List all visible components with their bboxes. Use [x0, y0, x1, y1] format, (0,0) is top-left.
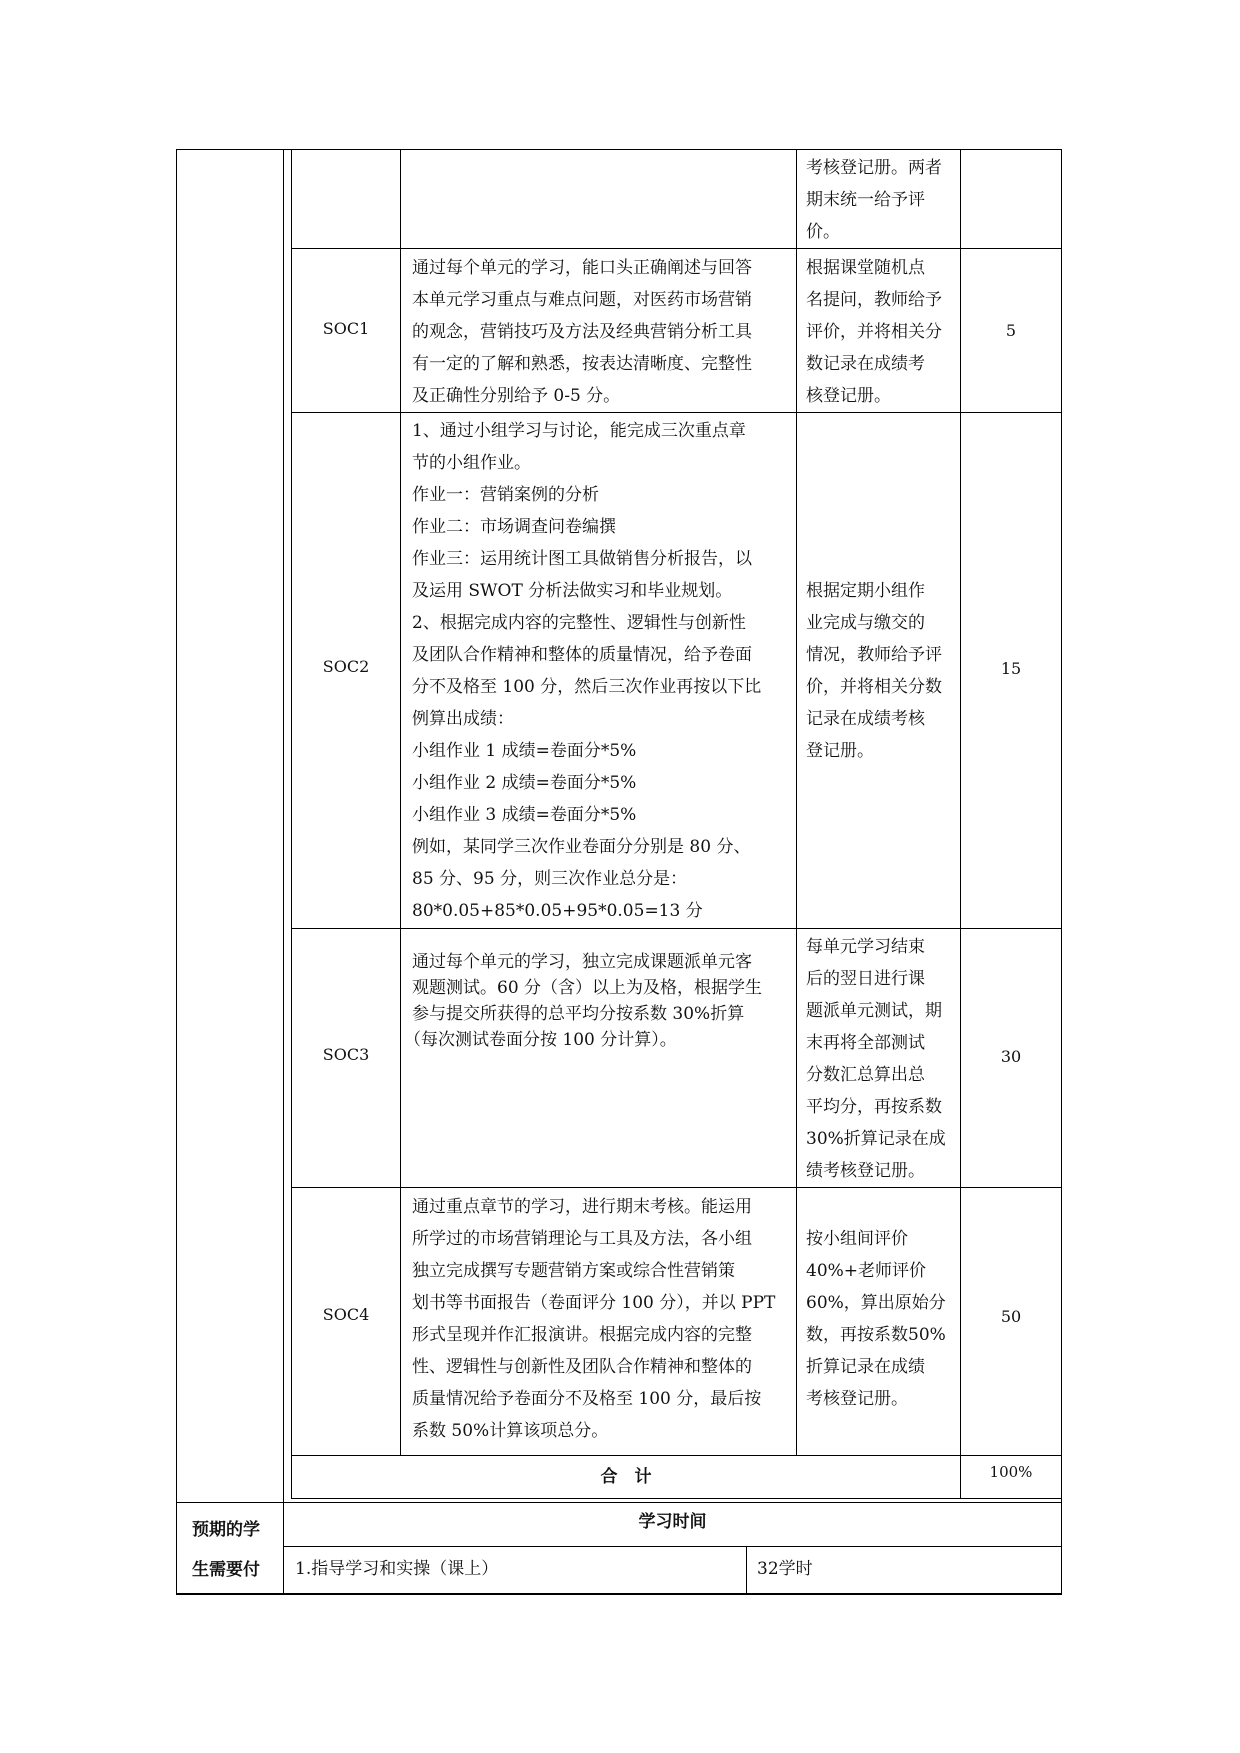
soc3-desc-line: 观题测试。60 分（含）以上为及格，根据学生: [412, 978, 763, 998]
soc1-method-line: 根据课堂随机点: [806, 258, 925, 278]
soc1-desc-line: 及正确性分别给予 0-5 分。: [412, 386, 621, 406]
soc2-desc-line: 小组作业 1 成绩=卷面分*5%: [412, 741, 637, 761]
row-line-4: [291, 1187, 1061, 1188]
soc3-method-line: 题派单元测试，期: [806, 1001, 942, 1021]
row-line-2: [291, 412, 1061, 413]
soc2-method-line: 记录在成绩考核: [806, 709, 925, 729]
outer-top-border: [176, 149, 1062, 150]
soc2-desc-line: 2、根据完成内容的完整性、逻辑性与创新性: [412, 613, 746, 633]
section-label-line2: 生需要付: [192, 1560, 260, 1580]
total-value: 100%: [989, 1463, 1033, 1481]
soc2-desc-line: 例算出成绩：: [412, 709, 514, 729]
soc4-desc-line: 划书等书面报告（卷面评分 100 分），并以 PPT: [412, 1293, 776, 1313]
total-label: 合 计: [600, 1467, 652, 1487]
soc2-method-line: 根据定期小组作: [806, 581, 925, 601]
outer-left-border: [176, 149, 177, 1594]
soc4-method-line: 折算记录在成绩: [806, 1357, 925, 1377]
section-top-line: [176, 1502, 1062, 1503]
soc2-desc-line: 85 分、95 分，则三次作业总分是：: [412, 869, 688, 889]
outer-right-border: [1061, 149, 1062, 1594]
soc3-method-line: 绩考核登记册。: [806, 1161, 925, 1181]
soc3-desc-line: 通过每个单元的学习，独立完成课题派单元客: [412, 952, 752, 972]
soc4-method-line: 数，再按系数50%: [806, 1325, 946, 1345]
soc4-score: 50: [1000, 1307, 1022, 1326]
soc2-desc-line: 作业二：市场调查问卷编撰: [412, 517, 616, 537]
soc2-desc-line: 节的小组作业。: [412, 453, 531, 473]
soc1-desc-line: 有一定的了解和熟悉，按表达清晰度、完整性: [412, 354, 752, 374]
soc4-desc-line: 系数 50%计算该项总分。: [412, 1421, 609, 1441]
row-line-5: [291, 1455, 1061, 1456]
soc4-desc-line: 质量情况给予卷面分不及格至 100 分，最后按: [412, 1389, 762, 1409]
soc4-method-line: 按小组间评价: [806, 1229, 908, 1249]
soc3-desc-line: （每次测试卷面分按 100 分计算）。: [404, 1030, 677, 1050]
study-item-label: 1.指导学习和实操（课上）: [295, 1559, 499, 1579]
soc1-desc-line: 本单元学习重点与难点问题，对医药市场营销: [412, 290, 752, 310]
soc3-method-line: 每单元学习结束: [806, 937, 925, 957]
soc2-desc-line: 80*0.05+85*0.05+95*0.05=13 分: [412, 901, 703, 921]
method-col-line: [960, 149, 961, 1499]
soc3-method-line: 30%折算记录在成: [806, 1129, 946, 1149]
soc2-desc-line: 作业三：运用统计图工具做销售分析报告，以: [412, 549, 752, 569]
soc1-desc-line: 的观念，营销技巧及方法及经典营销分析工具: [412, 322, 752, 342]
soc4-desc-line: 通过重点章节的学习，进行期末考核。能运用: [412, 1197, 752, 1217]
label-col-line: [283, 149, 284, 1594]
soc2-desc-line: 分不及格至 100 分，然后三次作业再按以下比: [412, 677, 762, 697]
soc3-code: SOC3: [322, 1045, 370, 1064]
desc-col-line: [796, 149, 797, 1455]
soc3-score: 30: [1000, 1047, 1022, 1066]
section-header-line: [283, 1546, 1062, 1547]
row-line-1: [291, 248, 1061, 249]
total-row-bottom: [291, 1498, 1061, 1499]
soc2-desc-line: 小组作业 3 成绩=卷面分*5%: [412, 805, 637, 825]
soc2-method-line: 情况，教师给予评: [806, 645, 942, 665]
soc1-code: SOC1: [322, 319, 370, 338]
soc1-method-line: 评价，并将相关分: [806, 322, 942, 342]
row0-method-line3: 价。: [806, 222, 840, 242]
soc1-method-line: 数记录在成绩考: [806, 354, 925, 374]
section-item-divider: [746, 1546, 747, 1593]
study-item-value: 32学时: [757, 1559, 813, 1579]
row0-method-line1: 考核登记册。两者: [806, 158, 942, 178]
soc2-desc-line: 作业一：营销案例的分析: [412, 485, 599, 505]
soc4-code: SOC4: [322, 1305, 370, 1324]
soc3-desc-line: 参与提交所获得的总平均分按系数 30%折算: [412, 1004, 745, 1024]
code-col-line: [400, 149, 401, 1455]
soc2-score: 15: [1000, 659, 1022, 678]
soc3-method-line: 末再将全部测试: [806, 1033, 925, 1053]
soc4-method-line: 40%+老师评价: [806, 1261, 927, 1281]
soc4-method-line: 考核登记册。: [806, 1389, 908, 1409]
soc4-desc-line: 形式呈现并作汇报演讲。根据完成内容的完整: [412, 1325, 752, 1345]
soc4-method-line: 60%，算出原始分: [806, 1293, 946, 1313]
soc1-method-line: 核登记册。: [806, 386, 891, 406]
soc1-score: 5: [1005, 321, 1017, 340]
soc2-method-line: 业完成与缴交的: [806, 613, 925, 633]
soc3-method-line: 分数汇总算出总: [806, 1065, 925, 1085]
soc2-desc-line: 小组作业 2 成绩=卷面分*5%: [412, 773, 637, 793]
soc3-method-line: 平均分，再按系数: [806, 1097, 942, 1117]
row-line-3: [291, 928, 1061, 929]
soc2-method-line: 价，并将相关分数: [806, 677, 942, 697]
outer-bottom-border: [176, 1593, 1062, 1595]
soc2-method-line: 登记册。: [806, 741, 874, 761]
soc2-desc-line: 及运用 SWOT 分析法做实习和毕业规划。: [412, 581, 733, 601]
soc3-method-line: 后的翌日进行课: [806, 969, 925, 989]
soc2-code: SOC2: [322, 657, 370, 676]
section-label-line1: 预期的学: [192, 1520, 260, 1540]
soc4-desc-line: 性、逻辑性与创新性及团队合作精神和整体的: [412, 1357, 752, 1377]
soc2-desc-line: 及团队合作精神和整体的质量情况，给予卷面: [412, 645, 752, 665]
soc2-desc-line: 例如，某同学三次作业卷面分分别是 80 分、: [412, 837, 751, 857]
soc1-desc-line: 通过每个单元的学习，能口头正确阐述与回答: [412, 258, 752, 278]
soc2-desc-line: 1、通过小组学习与讨论，能完成三次重点章: [412, 421, 746, 441]
nested-left-border: [291, 149, 292, 1499]
row0-method-line2: 期末统一给予评: [806, 190, 925, 210]
soc4-desc-line: 所学过的市场营销理论与工具及方法，各小组: [412, 1229, 752, 1249]
study-time-header: 学习时间: [638, 1512, 707, 1532]
soc1-method-line: 名提问，教师给予: [806, 290, 942, 310]
soc4-desc-line: 独立完成撰写专题营销方案或综合性营销策: [412, 1261, 735, 1281]
